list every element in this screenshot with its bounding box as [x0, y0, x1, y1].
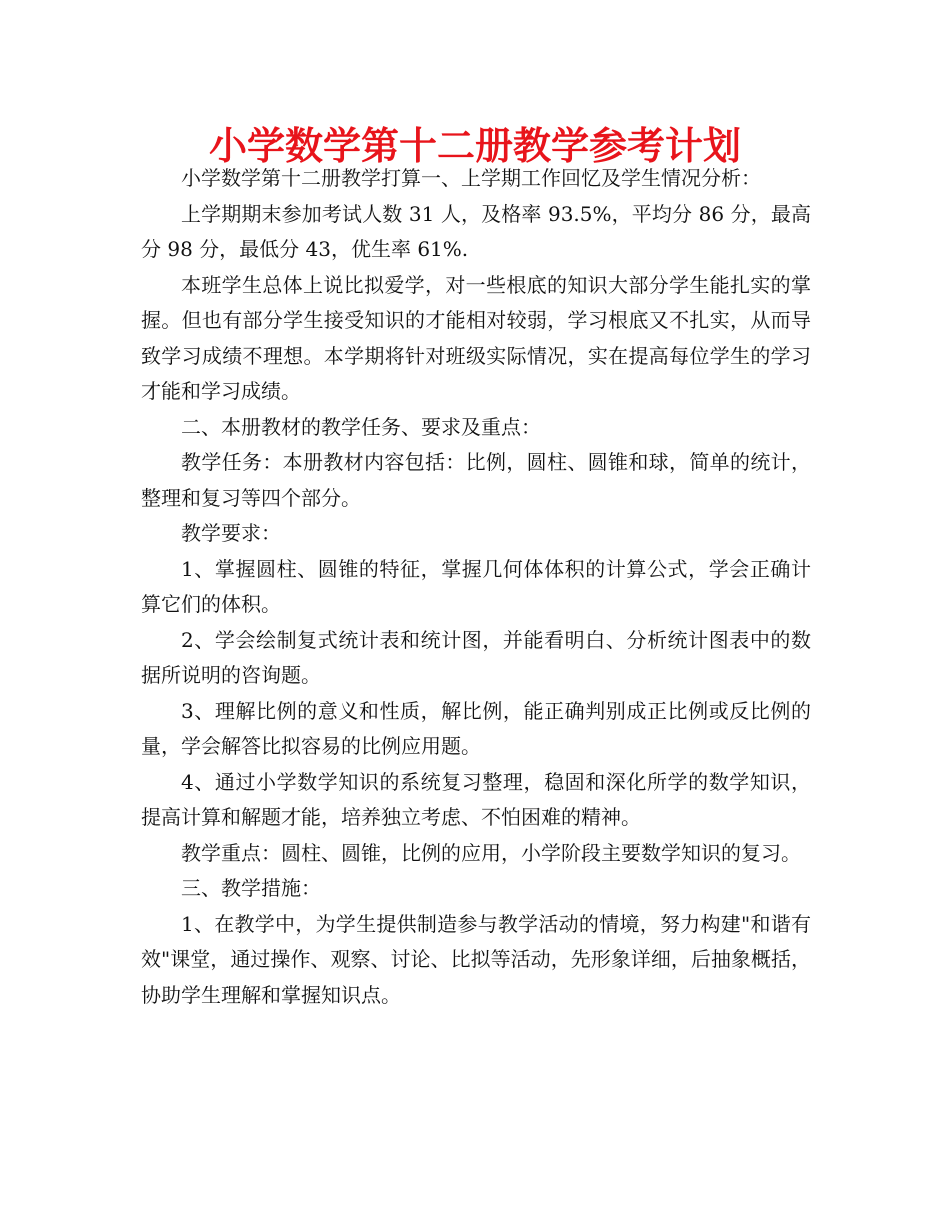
paragraph-1: 小学数学第十二册教学打算一、上学期工作回忆及学生情况分析： — [181, 166, 761, 190]
paragraph-11: 教学重点：圆柱、圆锥，比例的应用，小学阶段主要数学知识的复习。 — [181, 840, 801, 865]
paragraph-2: 上学期期末参加考试人数 31 人，及格率 93.5%，平均分 86 分，最高分 98 分，最低分 43，优生率 61%. — [141, 201, 811, 261]
paragraph-9: 3、理解比例的意义和性质，解比例，能正确判别成正比例或反比例的量，学会解答比拟容易的比例应用题。 — [141, 698, 811, 758]
paragraph-5: 教学任务：本册教材内容包括：比例，圆柱、圆锥和球，简单的统计，整理和复习等四个部分。 — [141, 450, 811, 510]
paragraph-13: 1、在教学中，为学生提供制造参与教学活动的情境，努力构建"和谐有效"课堂，通过操作、观察、讨论、比拟等活动，先形象详细，后抽象概括，协助学生理解和掌握知识点。 — [141, 911, 811, 1007]
paragraph-12: 三、教学措施： — [181, 876, 321, 900]
paragraph-7: 1、掌握圆柱、圆锥的特征，掌握几何体体积的计算公式，学会正确计算它们的体积。 — [141, 556, 811, 616]
paragraph-4: 二、本册教材的教学任务、要求及重点： — [181, 414, 541, 439]
document-title: 小学数学第十二册教学参考计划 — [208, 124, 741, 168]
document-body — [141, 161, 811, 1013]
paragraph-10: 4、通过小学数学知识的系统复习整理，稳固和深化所学的数学知识，提高计算和解题才能，培养独立考虑、不怕困难的精神。 — [141, 769, 811, 829]
paragraph-3: 本班学生总体上说比拟爱学，对一些根底的知识大部分学生能扎实的掌握。但也有部分学生接受知识的才能相对较弱，学习根底又不扎实，从而导致学习成绩不理想。本学期将针对班级实际情况，实在提高每位学生的学习才能和学习成绩。 — [141, 272, 811, 403]
paragraph-6: 教学要求： — [181, 521, 281, 545]
paragraph-8: 2、学会绘制复式统计表和统计图，并能看明白、分析统计图表中的数据所说明的咨询题。 — [141, 627, 811, 687]
